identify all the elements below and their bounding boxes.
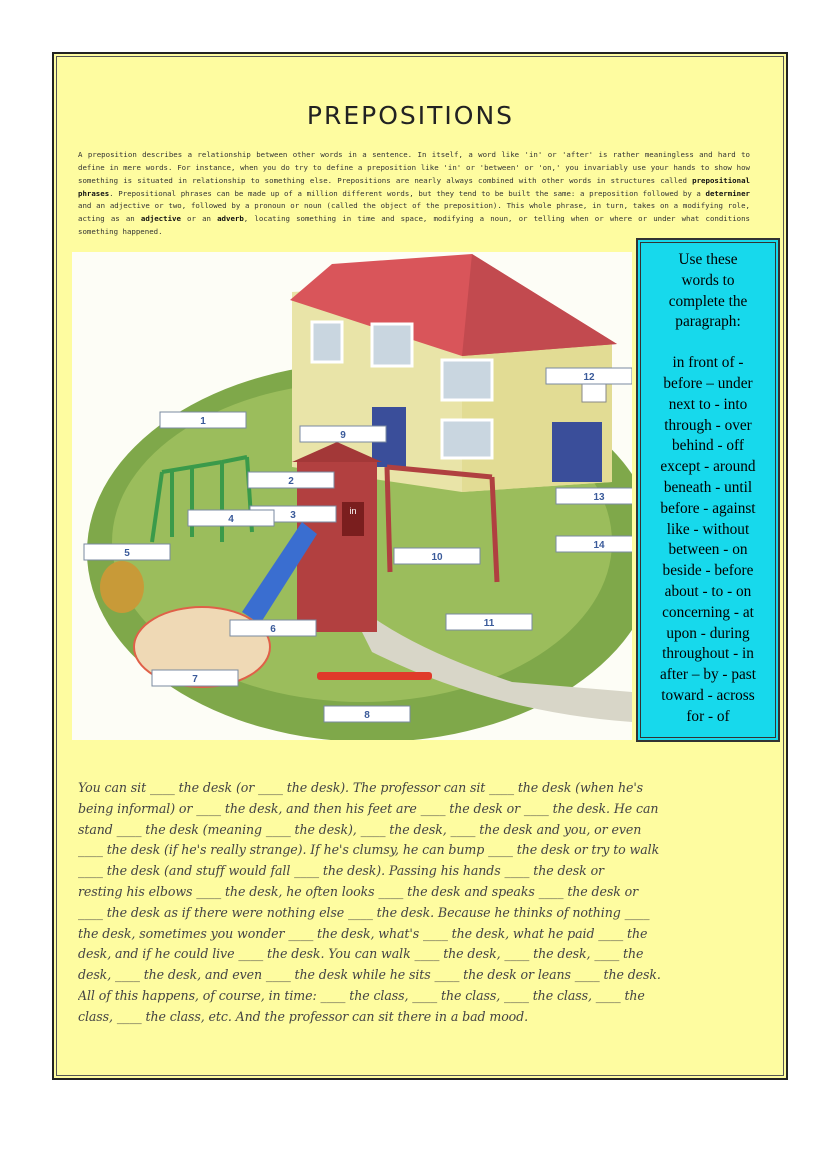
answer-number: 1 [200, 416, 206, 427]
answer-number: 9 [340, 430, 346, 441]
answer-number: 8 [364, 710, 370, 721]
word-bank-line: in front of - [672, 354, 744, 372]
word-bank-line: like - without [666, 520, 750, 538]
passage-line: resting his elbows ____ the desk, he often looks ____ the desk and speaks ____ the desk or [78, 883, 639, 899]
answer-label-7 [152, 670, 238, 686]
answer-number: 7 [192, 674, 198, 685]
intro-text: . Prepositional phrases can be made up of a million different words, but they tend to be built the same: a preposition followed by a [109, 188, 706, 198]
seesaw [317, 672, 432, 680]
answer-label-9 [300, 426, 386, 442]
garage-door [552, 422, 602, 482]
answer-label-4 [188, 510, 274, 526]
passage-line: ____ the desk (if he's really strange). If he's clumsy, he can bump ____ the desk or try to walk [78, 842, 660, 858]
word-bank-line: concerning - at [662, 603, 754, 621]
word-bank-line: toward - across [661, 686, 755, 704]
answer-label-12 [546, 368, 632, 384]
key-term: prepositional phrases [78, 175, 750, 198]
passage-line: All of this happens, of course, in time: ____ the class, ____ the class, ____ the class, ____ the [78, 987, 645, 1003]
passage-line: stand ____ the desk (meaning ____ the desk), ____ the desk, ____ the desk and you, or even [78, 821, 642, 837]
passage-line: desk, and if he could live ____ the desk. You can walk ____ the desk, ____ the desk, ____ the [78, 946, 644, 962]
answer-number: 13 [593, 492, 605, 503]
word-bank-line: beneath - until [663, 478, 753, 496]
passage-line: ____ the desk (and stuff would fall ____ the desk). Passing his hands ____ the desk or [78, 863, 604, 879]
answer-number: 6 [270, 624, 276, 635]
window [372, 324, 412, 366]
word-bank-line: between - on [668, 541, 748, 559]
passage-line: desk, ____ the desk, and even ____ the desk while he sits ____ the desk or leans ____ the desk. [78, 967, 661, 983]
window [442, 360, 492, 400]
answer-number: 12 [583, 372, 595, 383]
intro-text: or an [180, 213, 218, 223]
word-bank-line: beside - before [662, 562, 754, 580]
fill-in-passage [78, 778, 748, 1028]
word-bank-line: throughout - in [662, 645, 754, 663]
intro-text: A preposition describes a relationship between other words in a sentence. In itself, a word like 'in' or 'after' is rather meaningless and hard to define in mere words. For instance, when you do try to define a preposition like 'in' or 'between' or 'on,' you invariably use your hands to show how something is situated in relationship to something else. Prepositions are nearly always combined with other words in structures called [78, 150, 750, 185]
word-bank-heading-line: Use these [678, 251, 738, 268]
passage-line: the desk, sometimes you wonder ____ the desk, what's ____ the desk, what he paid ____ the [78, 925, 648, 941]
word-bank-line: except - around [660, 458, 756, 476]
word-bank-line: before – under [663, 374, 753, 392]
window [442, 420, 492, 458]
word-bank-spacer [638, 333, 778, 353]
key-term: adverb [217, 213, 244, 223]
word-bank-line: before - against [660, 499, 756, 517]
passage-line: You can sit ____ the desk (or ____ the desk). The professor can sit ____ the desk (when he's [78, 780, 644, 795]
answer-label-6 [230, 620, 316, 636]
answer-number: 3 [290, 510, 296, 521]
answer-number: 10 [431, 552, 443, 563]
word-bank-heading-line: paragraph: [675, 313, 741, 331]
tower-sign: in [349, 506, 357, 516]
word-bank-heading-line: words to [681, 271, 735, 289]
answer-number: 4 [228, 514, 234, 525]
passage-line: being informal) or ____ the desk, and then his feet are ____ the desk or ____ the desk. He can [78, 800, 659, 816]
word-bank-line: next to - into [668, 395, 748, 413]
key-term: adjective [140, 213, 181, 223]
answer-label-8 [324, 706, 410, 722]
word-bank-line: after – by - past [660, 666, 756, 684]
word-bank-line: about - to - on [664, 582, 752, 600]
answer-number: 5 [124, 548, 130, 559]
basketball-board [582, 382, 606, 402]
worksheet-title: PREPOSITIONS [306, 100, 515, 130]
window [312, 322, 342, 362]
answer-number: 14 [593, 540, 605, 551]
playground-scene [72, 252, 632, 740]
intro-text: and an adjective or two, followed by a pronoun or noun (called the object of the preposition). This whole phrase, in turn, takes on a modifying role, acting as an [78, 201, 750, 223]
answer-label-10 [394, 548, 480, 564]
answer-label-1 [160, 412, 246, 428]
answer-label-13 [556, 488, 632, 504]
word-bank-line: for - of [686, 707, 730, 725]
word-bank-line: behind - off [672, 437, 744, 455]
passage-line: class, ____ the class, etc. And the professor can sit there in a bad mood. [78, 1008, 529, 1024]
word-bank-heading-line: complete the [668, 292, 748, 310]
passage-line: ____ the desk as if there were nothing else ____ the desk. Because he thinks of nothing ____ [78, 904, 650, 920]
bin [100, 561, 144, 613]
house-roof-side [462, 254, 617, 356]
answer-number: 2 [288, 476, 294, 487]
word-bank-line: through - over [664, 416, 752, 434]
intro-text: , locating something in time and space, modifying a noun, or telling when or where or under what conditions something happened. [78, 213, 750, 236]
intro-paragraph [78, 149, 750, 238]
word-bank-line: upon - during [666, 624, 750, 642]
playground-illustration [72, 252, 632, 740]
answer-number: 11 [483, 618, 495, 629]
answer-label-14 [556, 536, 632, 552]
answer-label-5 [84, 544, 170, 560]
key-term: determiner [705, 188, 750, 198]
word-bank [636, 238, 780, 742]
answer-label-2 [248, 472, 334, 488]
answer-label-11 [446, 614, 532, 630]
